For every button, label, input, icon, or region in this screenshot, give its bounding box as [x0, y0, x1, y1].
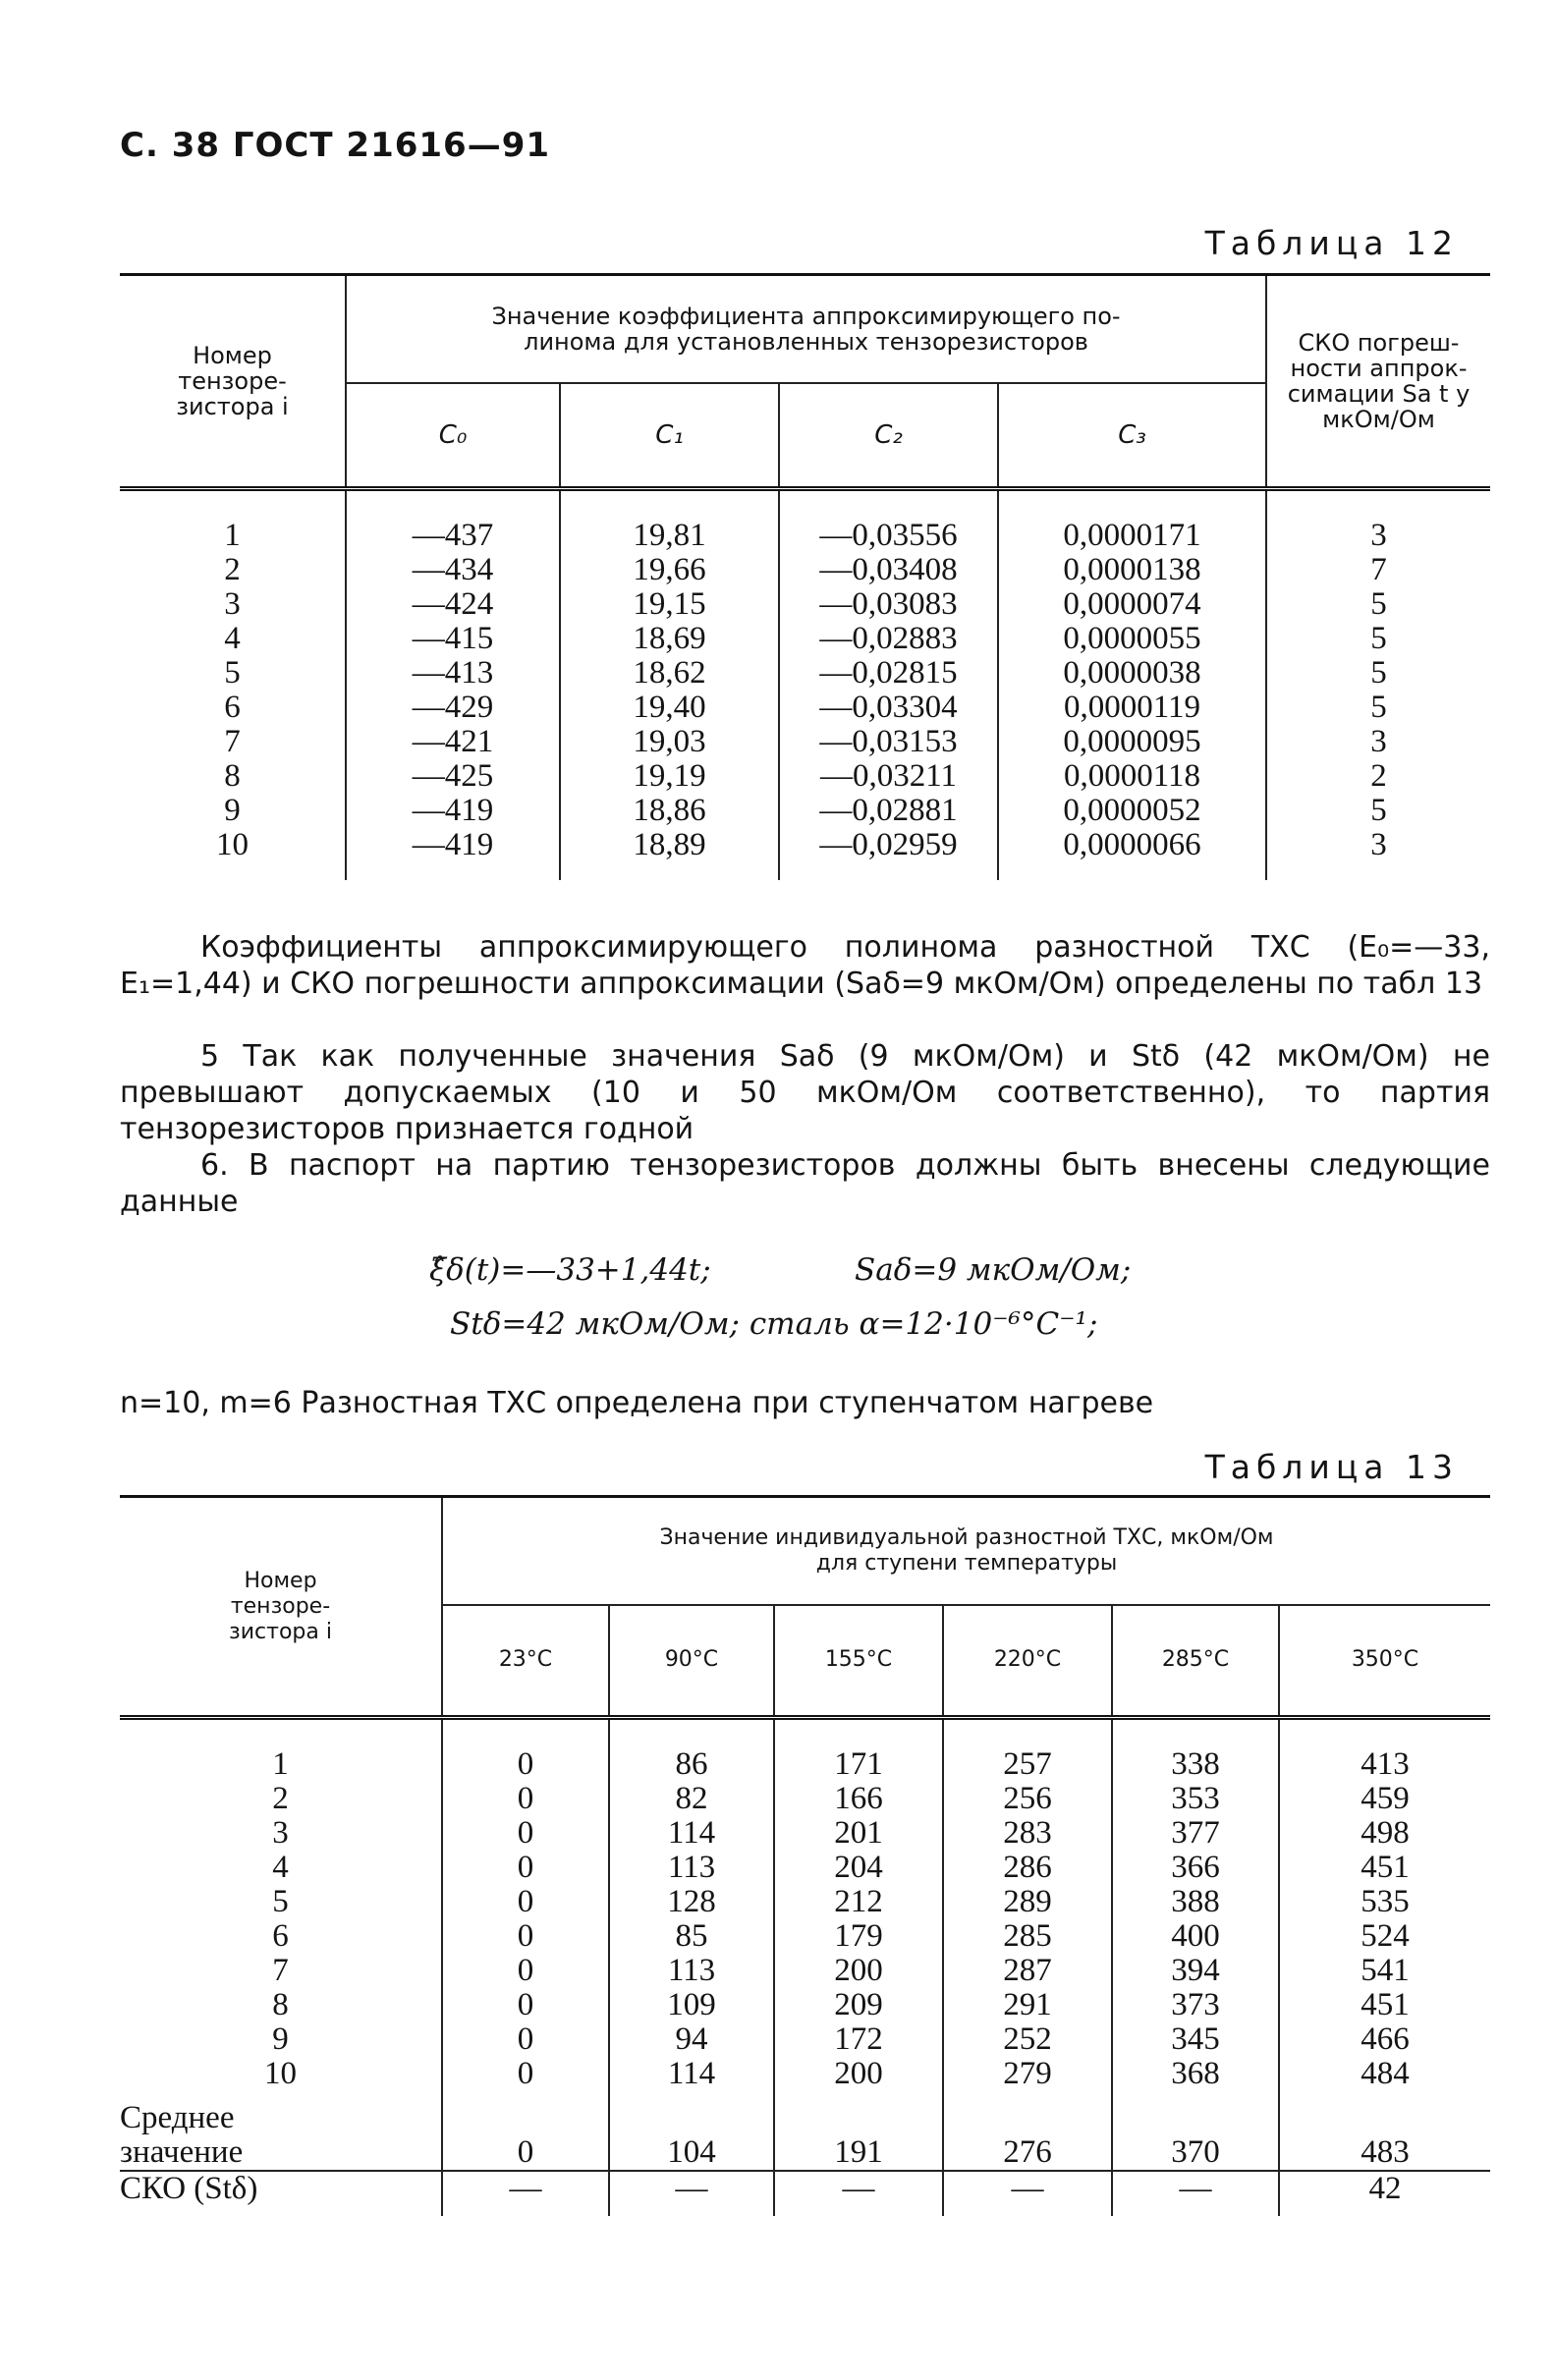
t13-col-group: Значение индивидуальной разностной ТХС, мкОм/Ом для ступени температуры	[442, 1497, 1490, 1605]
t13-value: 289	[943, 1885, 1112, 1919]
t12-value: —0,03211	[779, 759, 998, 794]
t13-value: 498	[1279, 1816, 1490, 1851]
t13-value: 179	[774, 1919, 943, 1954]
t12-value: 19,15	[560, 587, 779, 622]
table-row	[120, 725, 1490, 759]
t12-value: 19,19	[560, 759, 779, 794]
t13-value: 86	[609, 1718, 774, 1783]
t13-value: 353	[1112, 1782, 1279, 1816]
t13-value: 113	[609, 1954, 774, 1988]
t13-value: 287	[943, 1954, 1112, 1988]
t12-row-number: 10	[216, 827, 249, 862]
paragraph-n-m: n=10, m=6 Разностная ТХС определена при ступенчатом нагреве	[120, 1386, 1154, 1420]
t13-value: 373	[1112, 1988, 1279, 2022]
t12-coef-c2: C₂	[779, 383, 998, 489]
t13-mean-label: Среднее значение	[120, 2100, 244, 2170]
t12-value: 0,0000119	[998, 691, 1266, 725]
t12-col-sko: СКО погреш- ности аппрок- симации Sa t y мкОм/Ом	[1266, 275, 1490, 489]
t12-value: 5	[1266, 656, 1490, 691]
t12-value: 0,0000171	[998, 489, 1266, 554]
t12-value: —425	[346, 759, 560, 794]
table-row	[120, 2057, 1490, 2091]
t13-value: 524	[1279, 1919, 1490, 1954]
t13-value: 0	[442, 1718, 609, 1783]
t13-value: 200	[774, 1954, 943, 1988]
t13-value: 212	[774, 1885, 943, 1919]
t13-temp-header: 23°C	[442, 1605, 609, 1718]
t13-value: 82	[609, 1782, 774, 1816]
table-row	[120, 1718, 1490, 1783]
table-row	[120, 1782, 1490, 1816]
t12-col-number: Номер тензоре- зистора i	[176, 342, 289, 420]
t13-row-number: 8	[272, 1987, 289, 2022]
t13-value: 484	[1279, 2057, 1490, 2091]
t13-temp-header: 90°C	[609, 1605, 774, 1718]
table-row	[120, 759, 1490, 794]
t13-value: 109	[609, 1988, 774, 2022]
t13-value: 201	[774, 1816, 943, 1851]
t12-value: —0,02881	[779, 794, 998, 828]
table-row	[120, 691, 1490, 725]
table-row	[120, 1954, 1490, 1988]
t12-value: —419	[346, 794, 560, 828]
t12-value: —0,03083	[779, 587, 998, 622]
t12-row-number: 5	[224, 655, 241, 691]
t13-value: 128	[609, 1885, 774, 1919]
t13-value: 113	[609, 1851, 774, 1885]
t13-value: 285	[943, 1919, 1112, 1954]
t12-value: —0,02883	[779, 622, 998, 656]
t13-value: 0	[442, 1816, 609, 1851]
t12-value: 3	[1266, 489, 1490, 554]
table-row	[120, 489, 1490, 554]
t12-row-number: 8	[224, 758, 241, 794]
t13-temp-header: 350°C	[1279, 1605, 1490, 1718]
t13-value: 172	[774, 2022, 943, 2057]
paragraph-coefficients: Коэффициенты аппроксимирующего полинома разностной ТХС (E₀=—33, E₁=1,44) и СКО погрешности аппроксимации (Saδ=9 мкОм/Ом) определены по табл 13	[120, 930, 1490, 1001]
t12-value: 19,03	[560, 725, 779, 759]
t12-value: 18,86	[560, 794, 779, 828]
t13-value: 291	[943, 1988, 1112, 2022]
t12-value: 0,0000038	[998, 656, 1266, 691]
t13-sko-value: —	[1112, 2171, 1279, 2216]
t12-coef-c1: C₁	[560, 383, 779, 489]
t12-value: 19,66	[560, 553, 779, 587]
t13-row-number: 2	[272, 1781, 289, 1816]
t13-value: 286	[943, 1851, 1112, 1885]
t12-value: 18,69	[560, 622, 779, 656]
t13-value: 0	[442, 1954, 609, 1988]
t13-value: 166	[774, 1782, 943, 1816]
table-row	[120, 622, 1490, 656]
t13-value: 394	[1112, 1954, 1279, 1988]
t12-value: —415	[346, 622, 560, 656]
t13-value: 200	[774, 2057, 943, 2091]
t13-temp-header: 220°C	[943, 1605, 1112, 1718]
table-row	[120, 553, 1490, 587]
t13-sko-value: —	[774, 2171, 943, 2216]
t13-value: 171	[774, 1718, 943, 1783]
t13-value: 0	[442, 2057, 609, 2091]
t13-sko-value: 42	[1279, 2171, 1490, 2216]
t13-value: 451	[1279, 1988, 1490, 2022]
t12-row-number: 9	[224, 793, 241, 828]
t12-value: 18,89	[560, 828, 779, 880]
t12-value: 3	[1266, 725, 1490, 759]
t13-value: 0	[442, 1851, 609, 1885]
mean-row	[120, 2091, 1490, 2171]
t12-value: 19,81	[560, 489, 779, 554]
t13-value: 114	[609, 2057, 774, 2091]
t13-mean-value: 191	[774, 2091, 943, 2171]
t12-value: —0,03556	[779, 489, 998, 554]
t13-col-number: Номер тензоре- зистора i	[229, 1568, 332, 1644]
t12-value: 2	[1266, 759, 1490, 794]
table-row	[120, 1988, 1490, 2022]
t13-value: 0	[442, 1988, 609, 2022]
paragraph-item-6: 6. В паспорт на партию тензорезисторов должны быть внесены следующие данные	[120, 1148, 1490, 1219]
t13-row-number: 6	[272, 1918, 289, 1954]
t12-value: —413	[346, 656, 560, 691]
t12-col-group: Значение коэффициента аппроксимирующего по- линома для установленных тензорезисторов	[346, 275, 1266, 383]
t13-value: 283	[943, 1816, 1112, 1851]
table-12-title: Таблица 12	[1204, 224, 1459, 262]
t13-sko-label: СКО (Stδ)	[120, 2171, 258, 2206]
t13-value: 451	[1279, 1851, 1490, 1885]
t13-value: 252	[943, 2022, 1112, 2057]
t12-row-number: 7	[224, 724, 241, 759]
table-row	[120, 656, 1490, 691]
t12-value: —0,03408	[779, 553, 998, 587]
table-row	[120, 1885, 1490, 1919]
table-13-title: Таблица 13	[1204, 1448, 1459, 1486]
t13-value: 377	[1112, 1816, 1279, 1851]
t13-value: 204	[774, 1851, 943, 1885]
t12-row-number: 2	[224, 552, 241, 587]
table-13	[120, 1495, 1490, 2216]
t13-value: 366	[1112, 1851, 1279, 1885]
t13-mean-value: 276	[943, 2091, 1112, 2171]
t13-row-number: 10	[264, 2056, 297, 2091]
t12-value: —429	[346, 691, 560, 725]
t12-value: 3	[1266, 828, 1490, 880]
t13-value: 209	[774, 1988, 943, 2022]
t12-value: 0,0000052	[998, 794, 1266, 828]
t13-row-number: 9	[272, 2021, 289, 2057]
t13-value: 466	[1279, 2022, 1490, 2057]
table-row	[120, 828, 1490, 880]
t12-row-number: 6	[224, 690, 241, 725]
t12-value: —434	[346, 553, 560, 587]
formula-txc: ξ̂δ(t)=—33+1,44t;	[429, 1252, 711, 1288]
t13-value: 388	[1112, 1885, 1279, 1919]
t12-value: 0,0000138	[998, 553, 1266, 587]
t13-value: 0	[442, 2022, 609, 2057]
t13-value: 541	[1279, 1954, 1490, 1988]
t13-value: 459	[1279, 1782, 1490, 1816]
t13-value: 535	[1279, 1885, 1490, 1919]
t13-value: 400	[1112, 1919, 1279, 1954]
t13-row-number: 5	[272, 1884, 289, 1919]
t12-row-number: 1	[224, 518, 241, 553]
t13-value: 0	[442, 1782, 609, 1816]
table-12	[120, 273, 1490, 880]
t12-value: 0,0000074	[998, 587, 1266, 622]
formula-st-alpha: Stδ=42 мкОм/Ом; сталь α=12·10⁻⁶°C⁻¹;	[450, 1306, 1098, 1342]
t13-value: 368	[1112, 2057, 1279, 2091]
t13-value: 256	[943, 1782, 1112, 1816]
t13-value: 94	[609, 2022, 774, 2057]
t13-value: 338	[1112, 1718, 1279, 1783]
t12-value: —0,03153	[779, 725, 998, 759]
table-row	[120, 794, 1490, 828]
t12-value: 19,40	[560, 691, 779, 725]
t12-value: 0,0000066	[998, 828, 1266, 880]
table-row	[120, 587, 1490, 622]
t12-value: —424	[346, 587, 560, 622]
t12-value: 0,0000055	[998, 622, 1266, 656]
t13-sko-value: —	[442, 2171, 609, 2216]
t12-value: —0,03304	[779, 691, 998, 725]
t13-value: 0	[442, 1919, 609, 1954]
t13-mean-value: 104	[609, 2091, 774, 2171]
t13-mean-value: 370	[1112, 2091, 1279, 2171]
t12-value: 0,0000118	[998, 759, 1266, 794]
t12-coef-c0: C₀	[346, 383, 560, 489]
table-row	[120, 2022, 1490, 2057]
t12-value: 18,62	[560, 656, 779, 691]
table-row	[120, 1919, 1490, 1954]
t13-row-number: 3	[272, 1815, 289, 1851]
t13-value: 114	[609, 1816, 774, 1851]
page-header: С. 38 ГОСТ 21616—91	[120, 126, 551, 165]
t13-temp-header: 285°C	[1112, 1605, 1279, 1718]
t12-value: —421	[346, 725, 560, 759]
t13-value: 0	[442, 1885, 609, 1919]
t13-value: 413	[1279, 1718, 1490, 1783]
t12-value: 0,0000095	[998, 725, 1266, 759]
table-row	[120, 1851, 1490, 1885]
formula-sa: Saδ=9 мкОм/Ом;	[855, 1252, 1132, 1288]
t12-value: 7	[1266, 553, 1490, 587]
t13-value: 85	[609, 1919, 774, 1954]
t13-value: 257	[943, 1718, 1112, 1783]
t13-row-number: 4	[272, 1850, 289, 1885]
t12-value: 5	[1266, 587, 1490, 622]
t12-value: —437	[346, 489, 560, 554]
t12-value: 5	[1266, 691, 1490, 725]
t13-value: 279	[943, 2057, 1112, 2091]
t12-value: 5	[1266, 622, 1490, 656]
t13-row-number: 7	[272, 1953, 289, 1988]
t12-value: 5	[1266, 794, 1490, 828]
t12-row-number: 3	[224, 586, 241, 622]
t12-value: —0,02959	[779, 828, 998, 880]
t12-value: —419	[346, 828, 560, 880]
t13-value: 345	[1112, 2022, 1279, 2057]
t12-value: —0,02815	[779, 656, 998, 691]
t13-sko-value: —	[609, 2171, 774, 2216]
t12-coef-c3: C₃	[998, 383, 1266, 489]
t13-row-number: 1	[272, 1746, 289, 1782]
table-row	[120, 1816, 1490, 1851]
t13-temp-header: 155°C	[774, 1605, 943, 1718]
paragraph-item-5: 5 Так как полученные значения Saδ (9 мкОм/Ом) и Stδ (42 мкОм/Ом) не превышают допускаемых (10 и 50 мкОм/Ом соответственно), то партия тензорезисторов признается годной	[120, 1039, 1490, 1146]
t13-mean-value: 483	[1279, 2091, 1490, 2171]
t13-mean-value: 0	[442, 2091, 609, 2171]
t12-row-number: 4	[224, 621, 241, 656]
sko-row	[120, 2171, 1490, 2216]
t13-sko-value: —	[943, 2171, 1112, 2216]
